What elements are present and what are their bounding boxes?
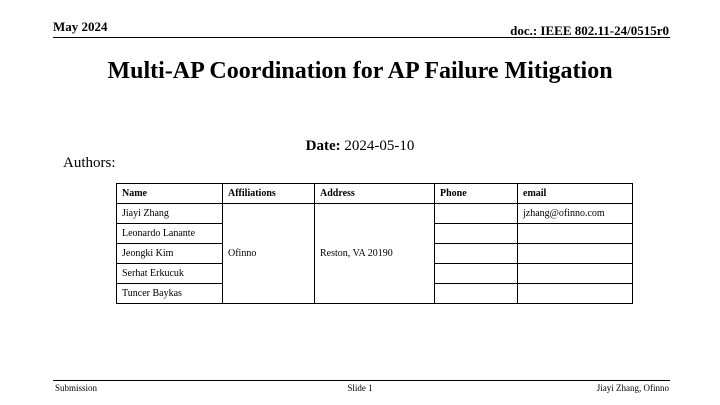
author-phone xyxy=(435,224,518,244)
date-label: Date: xyxy=(305,138,341,154)
table-header-row xyxy=(117,184,633,204)
author-name: Jeongki Kim xyxy=(117,244,223,264)
header-divider xyxy=(53,37,670,38)
author-name: Jiayi Zhang xyxy=(117,204,223,224)
author-address: Reston, VA 20190 xyxy=(315,204,435,304)
footer-author: Jiayi Zhang, Ofinno xyxy=(596,383,669,393)
author-email xyxy=(518,224,633,244)
page-title: Multi-AP Coordination for AP Failure Mitigation xyxy=(107,58,613,84)
footer-submission: Submission xyxy=(55,383,98,393)
authors-table xyxy=(116,183,633,304)
author-name: Serhat Erkucuk xyxy=(117,264,223,284)
author-phone xyxy=(435,284,518,304)
author-name: Tuncer Baykas xyxy=(117,284,223,304)
table-row xyxy=(117,204,633,224)
header-address: Address xyxy=(315,184,435,204)
date-line xyxy=(0,138,720,155)
header-name: Name xyxy=(117,184,223,204)
author-phone xyxy=(435,264,518,284)
author-email: jzhang@ofinno.com xyxy=(518,204,633,224)
header-doc-id: doc.: IEEE 802.11-24/0515r0 xyxy=(510,23,669,38)
footer-divider xyxy=(53,380,670,381)
author-phone xyxy=(435,204,518,224)
author-email xyxy=(518,264,633,284)
author-phone xyxy=(435,244,518,264)
author-email xyxy=(518,244,633,264)
date-value: 2024-05-10 xyxy=(344,138,415,154)
header-date: May 2024 xyxy=(53,19,108,34)
author-email xyxy=(518,284,633,304)
header-email: email xyxy=(518,184,633,204)
header-phone: Phone xyxy=(435,184,518,204)
header-affiliations: Affiliations xyxy=(223,184,315,204)
author-name: Leonardo Lanante xyxy=(117,224,223,244)
authors-label: Authors: xyxy=(63,155,116,171)
footer-slide-number: Slide 1 xyxy=(347,383,373,393)
author-affiliation: Ofinno xyxy=(223,204,315,304)
